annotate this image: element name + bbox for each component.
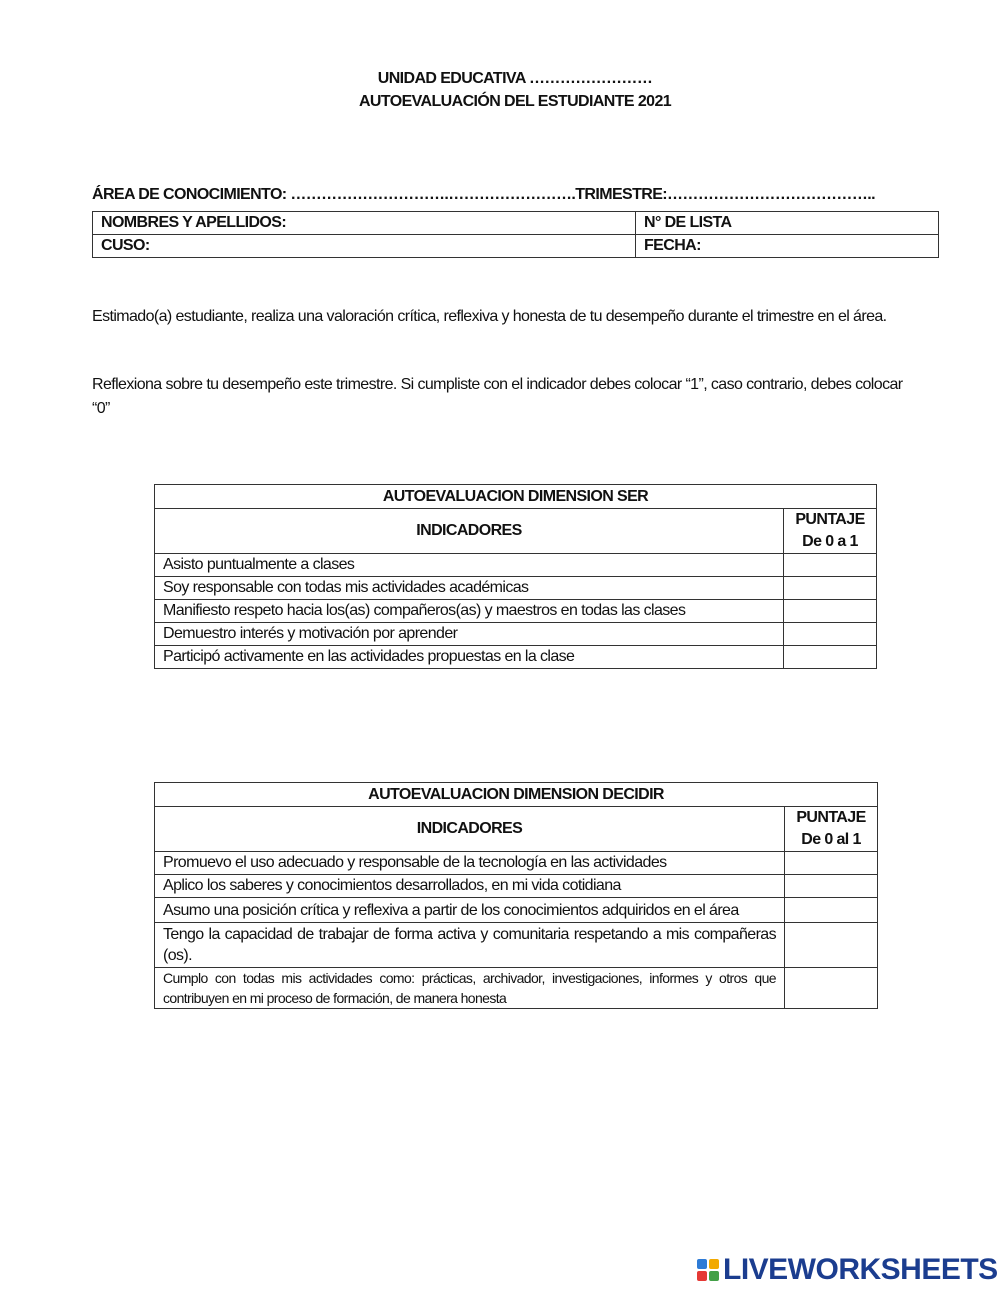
ser-indicator-5: Participó activamente en las actividades propuestas en la clase xyxy=(155,646,784,669)
ser-score-header-line2: De 0 a 1 xyxy=(802,533,858,550)
logo-block xyxy=(709,1271,719,1281)
decidir-indicator-1: Promuevo el uso adecuado y responsable de la tecnología en las actividades xyxy=(155,852,785,875)
decidir-indicator-2: Aplico los saberes y conocimientos desarrollados, en mi vida cotidiana xyxy=(155,875,785,898)
decidir-score-header-line1: PUNTAJE xyxy=(796,809,866,826)
names-field[interactable]: NOMBRES Y APELLIDOS: xyxy=(93,212,636,235)
list-number-field[interactable]: N° DE LISTA xyxy=(636,212,939,235)
decidir-indicator-5: Cumplo con todas mis actividades como: prácticas, archivador, investigaciones, informes y otros que contribuyen en mi proceso de formación, de manera honesta xyxy=(155,968,785,1009)
course-field[interactable]: CUSO: xyxy=(93,235,636,258)
ser-indicator-1: Asisto puntualmente a clases xyxy=(155,554,784,577)
student-info-table xyxy=(92,211,939,258)
ser-score-header xyxy=(784,509,877,554)
decidir-indicators-header: INDICADORES xyxy=(155,807,785,852)
ser-indicator-2: Soy responsable con todas mis actividades académicas xyxy=(155,577,784,600)
decidir-score-input-4[interactable] xyxy=(785,923,878,968)
decidir-indicator-3: Asumo una posición crítica y reflexiva a partir de los conocimientos adquiridos en el área xyxy=(155,898,785,923)
decidir-score-header-line2: De 0 al 1 xyxy=(801,831,861,848)
table-row xyxy=(155,554,877,577)
decidir-indicator-4: Tengo la capacidad de trabajar de forma activa y comunitaria respetando a mis compañeras (os). xyxy=(155,923,785,968)
table-row xyxy=(155,577,877,600)
ser-score-header-line1: PUNTAJE xyxy=(795,511,865,528)
logo-block xyxy=(709,1259,719,1269)
header-school: UNIDAD EDUCATIVA …………………… xyxy=(377,70,653,87)
ser-score-input-2[interactable] xyxy=(784,577,877,600)
table-row xyxy=(155,600,877,623)
logo-block xyxy=(697,1271,707,1281)
date-field[interactable]: FECHA: xyxy=(636,235,939,258)
table-row xyxy=(155,623,877,646)
table-row xyxy=(155,968,878,1009)
decidir-score-input-3[interactable] xyxy=(785,898,878,923)
table-row xyxy=(155,646,877,669)
ser-evaluation-table xyxy=(154,484,877,669)
ser-indicator-3: Manifiesto respeto hacia los(as) compañeros(as) y maestros en todas las clases xyxy=(155,600,784,623)
logo-block xyxy=(697,1259,707,1269)
liveworksheets-logo xyxy=(697,1252,998,1288)
decidir-score-header xyxy=(785,807,878,852)
decidir-score-input-1[interactable] xyxy=(785,852,878,875)
ser-indicators-header: INDICADORES xyxy=(155,509,784,554)
ser-score-input-5[interactable] xyxy=(784,646,877,669)
instructions-paragraph-2: Reflexiona sobre tu desempeño este trimestre. Si cumpliste con el indicador debes colocar “1”, caso contrario, debes colocar “0” xyxy=(92,376,903,417)
decidir-score-input-2[interactable] xyxy=(785,875,878,898)
table-row xyxy=(155,898,878,923)
instructions-paragraph-1: Estimado(a) estudiante, realiza una valoración crítica, reflexiva y honesta de tu desempeño durante el trimestre en el área. xyxy=(92,308,887,325)
ser-score-input-3[interactable] xyxy=(784,600,877,623)
table-row xyxy=(155,852,878,875)
logo-text: LIVEWORKSHEETS xyxy=(723,1253,998,1286)
logo-blocks-icon xyxy=(697,1259,719,1281)
header-title: AUTOEVALUACIÓN DEL ESTUDIANTE 2021 xyxy=(358,93,672,110)
table-row xyxy=(155,875,878,898)
area-trimester-line: ÁREA DE CONOCIMIENTO: ………………………….…………………….TRIMESTRE:………………………………….. xyxy=(92,186,875,203)
decidir-table-title: AUTOEVALUACION DIMENSION DECIDIR xyxy=(155,783,878,807)
decidir-score-input-5[interactable] xyxy=(785,968,878,1009)
ser-score-input-4[interactable] xyxy=(784,623,877,646)
ser-table-title: AUTOEVALUACION DIMENSION SER xyxy=(155,485,877,509)
ser-indicator-4: Demuestro interés y motivación por aprender xyxy=(155,623,784,646)
ser-score-input-1[interactable] xyxy=(784,554,877,577)
table-row xyxy=(155,923,878,968)
decidir-evaluation-table xyxy=(154,782,878,1009)
